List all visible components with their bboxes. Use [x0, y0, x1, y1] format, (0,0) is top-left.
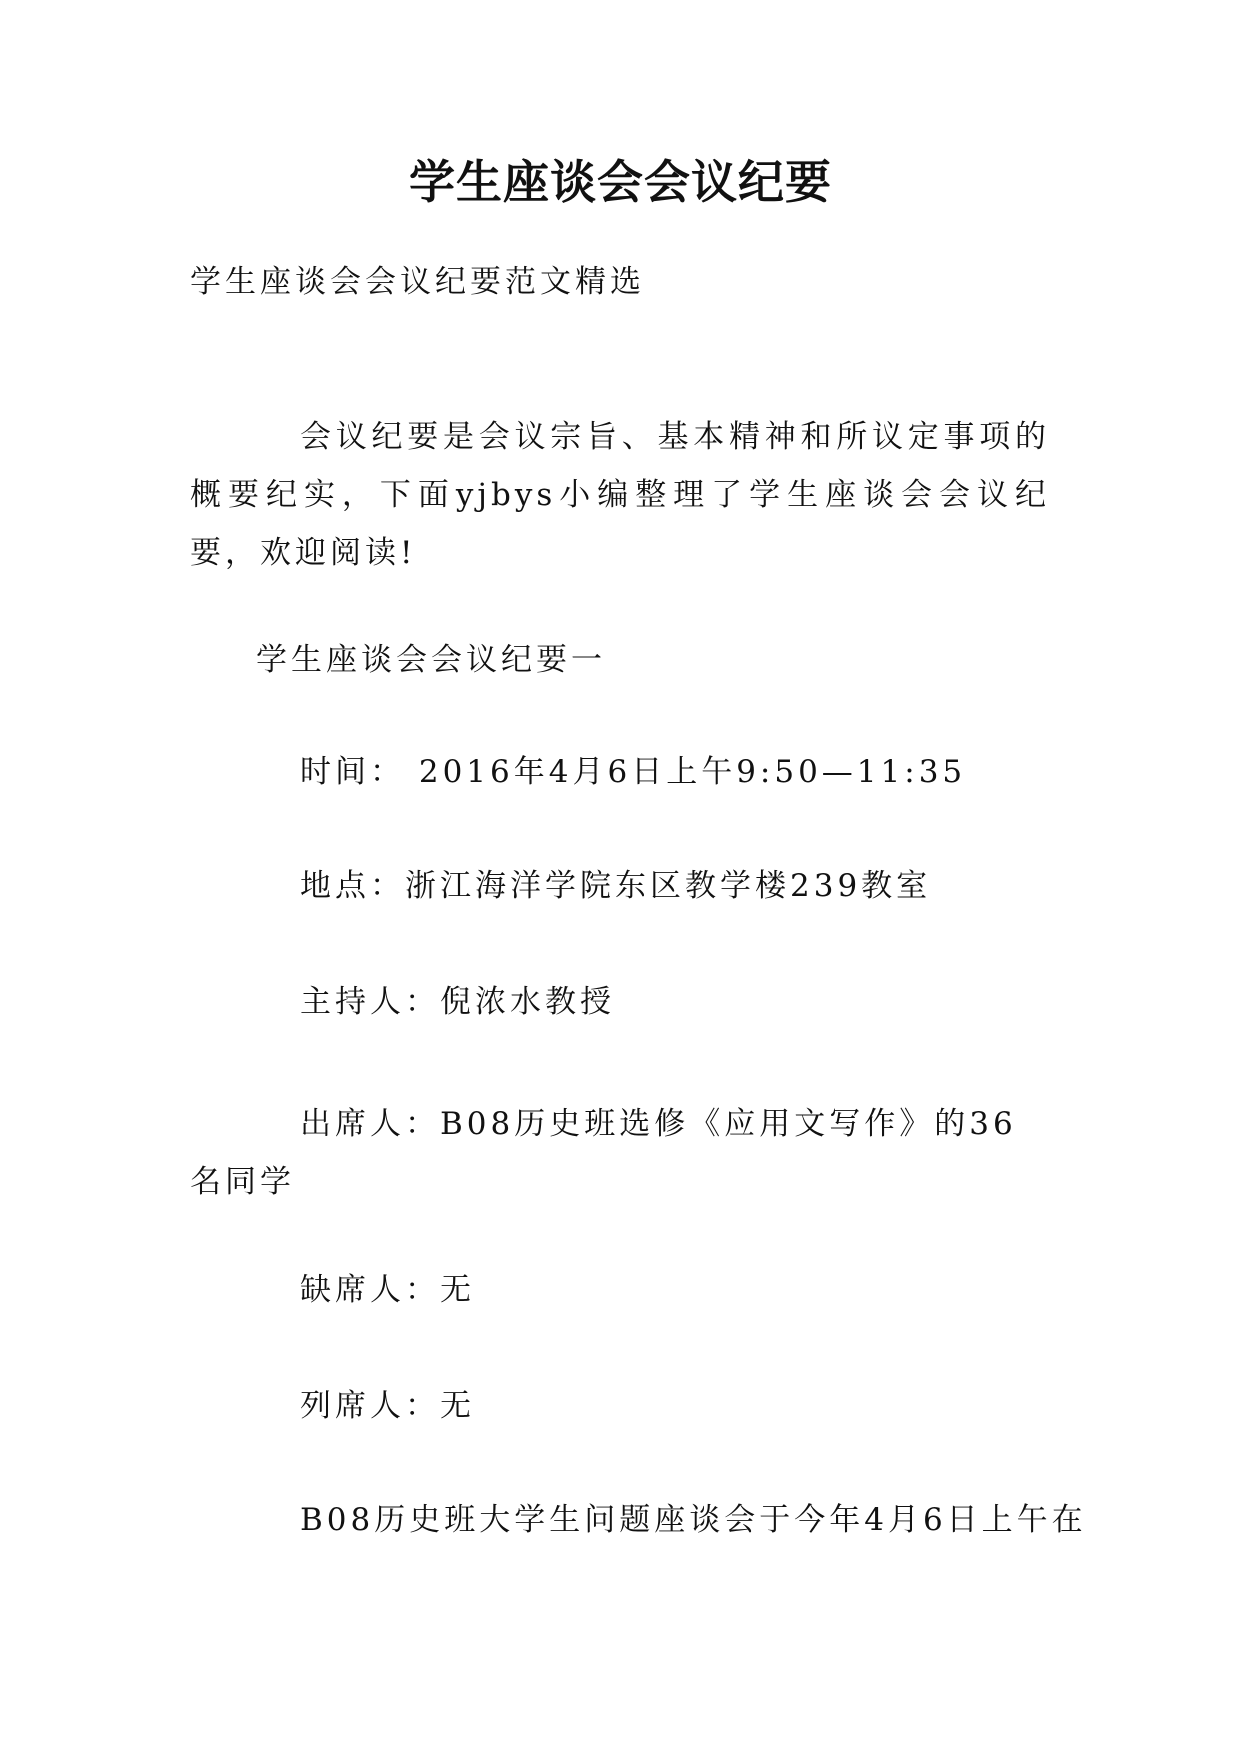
meeting-host: 主持人：倪浓水教授 — [300, 984, 615, 1020]
intro-paragraph: 会议纪要是会议宗旨、基本精神和所议定事项的概要纪实，下面yjbys小编整理了学生座谈会会议纪要，欢迎阅读! — [190, 419, 1050, 571]
meeting-absent: 缺席人：无 — [300, 1272, 475, 1308]
document-title: 学生座谈会会议纪要 — [409, 155, 832, 209]
meeting-time: 时间： 2016年4月6日上午9:50—11:35 — [300, 754, 967, 790]
meeting-observers: 列席人：无 — [300, 1388, 475, 1424]
meeting-location: 地点：浙江海洋学院东区教学楼239教室 — [300, 868, 932, 904]
body-paragraph-start: B08历史班大学生问题座谈会于今年4月6日上午在 — [300, 1502, 1087, 1538]
section-heading: 学生座谈会会议纪要一 — [256, 642, 606, 678]
document-subtitle: 学生座谈会会议纪要范文精选 — [190, 264, 645, 300]
meeting-attendees: 出席人：B08历史班选修《应用文写作》的36名同学 — [190, 1106, 1017, 1200]
